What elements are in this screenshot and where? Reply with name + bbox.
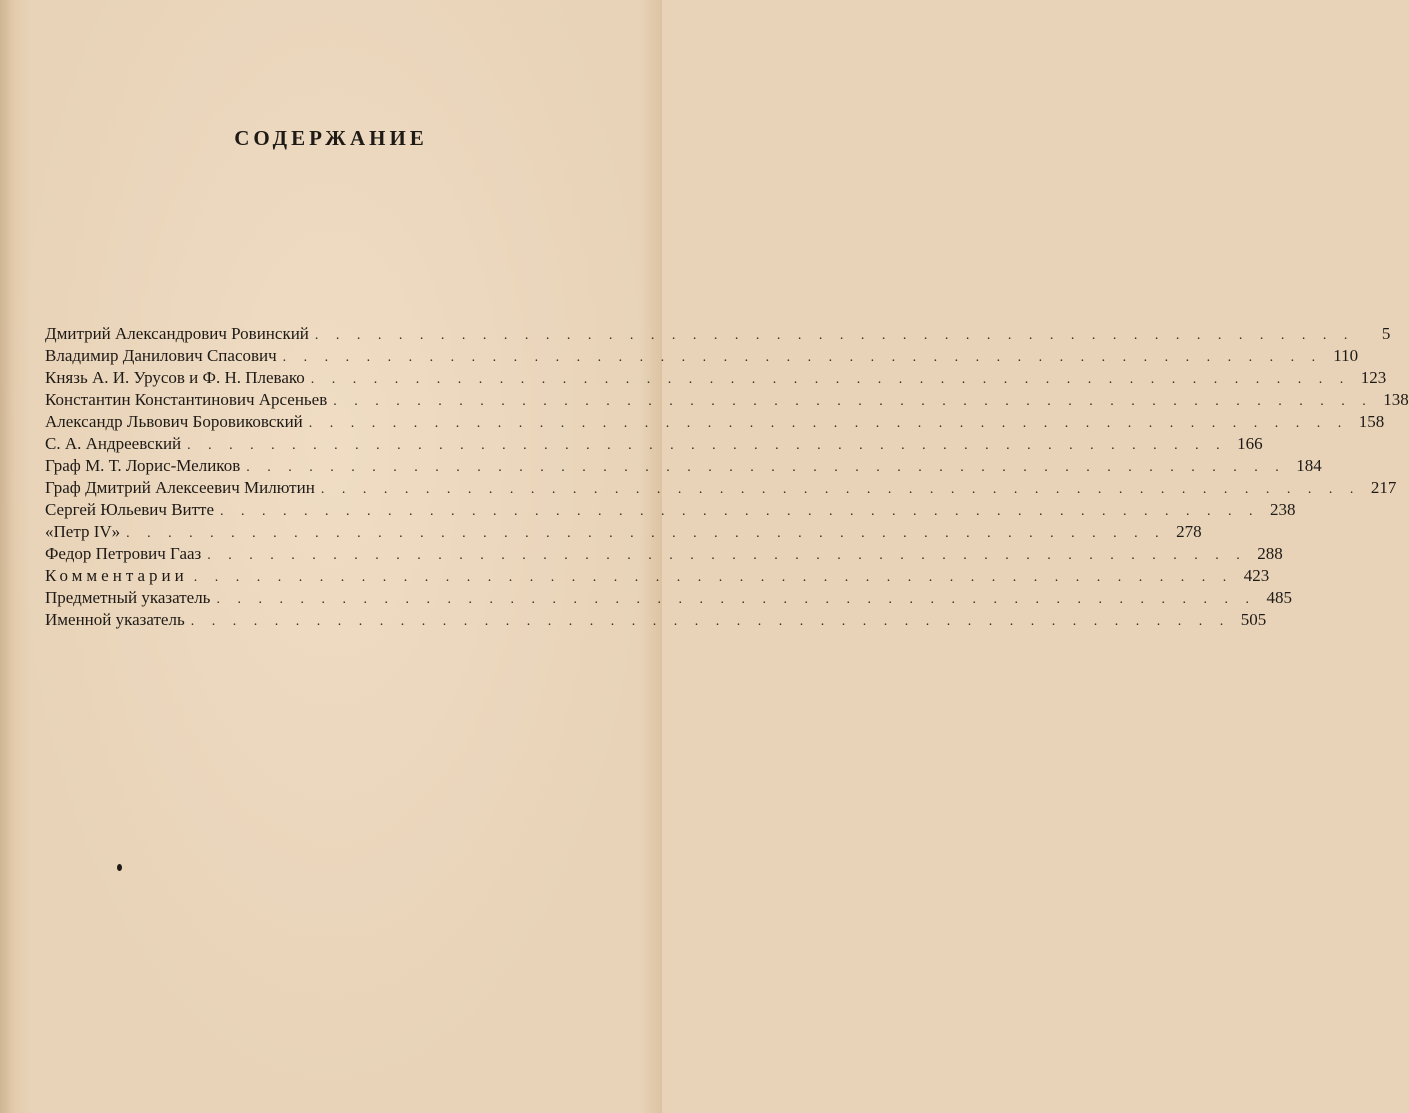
toc-entry-title: Александр Львович Боровиковский [45, 412, 303, 431]
toc-dot-leader: . . . . . . . . . . . . . . . . . . . . . . . . . . . . . . . . . . . . . . . . . . . . . . . . . . [246, 460, 1286, 475]
toc-page-number: 423 [1243, 566, 1270, 585]
toc-dot-leader: . . . . . . . . . . . . . . . . . . . . . . . . . . . . . . . . . . . . . . . . . . . . . . . . . . [220, 504, 1260, 519]
toc-entry [45, 411, 1385, 433]
toc-entry [45, 367, 1387, 389]
toc-dot-leader: . . . . . . . . . . . . . . . . . . . . . . . . . . . . . . . . . . . . . . . . . . . . . . . . . . [193, 570, 1234, 585]
toc-dot-leader: . . . . . . . . . . . . . . . . . . . . . . . . . . . . . . . . . . . . . . . . . . . . . . . . . . [207, 548, 1247, 563]
toc-entry [45, 543, 1283, 565]
page-title: СОДЕРЖАНИЕ [234, 126, 428, 150]
toc-page-number: 123 [1360, 368, 1387, 387]
toc-entry-title: «Петр IV» [45, 522, 121, 541]
toc-page-number: 485 [1266, 588, 1292, 607]
toc-entry-title: Сергей Юльевич Витте [45, 500, 215, 519]
toc-dot-leader: . . . . . . . . . . . . . . . . . . . . . . . . . . . . . . . . . . . . . . . . . . . . . . . . . . [190, 614, 1231, 629]
toc-entry [45, 477, 1397, 499]
toc-page-number: 505 [1240, 610, 1267, 629]
toc-entry-title: Дмитрий Александрович Ровинский [45, 324, 309, 343]
table-of-contents [45, 323, 1409, 631]
toc-page-number: 184 [1296, 456, 1322, 475]
toc-page-number: 5 [1381, 324, 1391, 343]
toc-dot-leader: . . . . . . . . . . . . . . . . . . . . . . . . . . . . . . . . . . . . . . . . . . . . . . . . . . [282, 350, 1323, 365]
toc-page-number: 166 [1237, 434, 1263, 453]
toc-entry-title: Граф Дмитрий Алексеевич Милютин [45, 478, 315, 497]
toc-entry-title: Именной указатель [45, 610, 185, 629]
toc-entry-title: Предметный указатель [45, 588, 211, 607]
toc-entry [45, 455, 1322, 477]
toc-entry-title: Комментарии [45, 566, 188, 585]
toc-dot-leader: . . . . . . . . . . . . . . . . . . . . . . . . . . . . . . . . . . . . . . . . . . . . . . . . . . [308, 416, 1349, 431]
toc-page-number: 217 [1370, 478, 1397, 497]
toc-entry [45, 587, 1292, 609]
toc-dot-leader: . . . . . . . . . . . . . . . . . . . . . . . . . . . . . . . . . . . . . . . . . . . . . . . . . . [320, 482, 1361, 497]
toc-entry-title: Владимир Данилович Спасович [45, 346, 277, 365]
toc-entry-title: Князь А. И. Урусов и Ф. Н. Плевако [45, 368, 305, 387]
toc-entry [45, 609, 1267, 631]
toc-entry [45, 323, 1391, 345]
toc-entry [45, 433, 1263, 455]
toc-entry-title: С. А. Андреевский [45, 434, 182, 453]
toc-entry [45, 345, 1359, 367]
toc-page-number: 138 [1383, 390, 1409, 409]
toc-entry [45, 499, 1296, 521]
toc-dot-leader: . . . . . . . . . . . . . . . . . . . . . . . . . . . . . . . . . . . . . . . . . . . . . . . . . . [333, 394, 1373, 409]
toc-page-number: 110 [1333, 346, 1359, 365]
toc-page-number: 158 [1358, 412, 1385, 431]
toc-dot-leader: . . . . . . . . . . . . . . . . . . . . . . . . . . . . . . . . . . . . . . . . . . . . . . . . . . [126, 526, 1166, 541]
toc-page-number: 288 [1257, 544, 1283, 563]
toc-dot-leader: . . . . . . . . . . . . . . . . . . . . . . . . . . . . . . . . . . . . . . . . . . . . . . . . . . [216, 592, 1256, 607]
ink-speck [117, 864, 122, 871]
toc-entry-title: Константин Константинович Арсеньев [45, 390, 328, 409]
toc-dot-leader: . . . . . . . . . . . . . . . . . . . . . . . . . . . . . . . . . . . . . . . . . . . . . . . . . . [310, 372, 1351, 387]
toc-entry [45, 521, 1202, 543]
toc-entry-title: Федор Петрович Гааз [45, 544, 202, 563]
toc-page-number: 238 [1270, 500, 1296, 519]
toc-entry-title: Граф М. Т. Лорис-Меликов [45, 456, 241, 475]
toc-entry [45, 389, 1409, 411]
toc-dot-leader: . . . . . . . . . . . . . . . . . . . . . . . . . . . . . . . . . . . . . . . . . . . . . . . . . . [187, 438, 1227, 453]
toc-entry [45, 565, 1270, 587]
toc-dot-leader: . . . . . . . . . . . . . . . . . . . . . . . . . . . . . . . . . . . . . . . . . . . . . . . . . . [314, 328, 1355, 343]
toc-page-number: 278 [1176, 522, 1202, 541]
